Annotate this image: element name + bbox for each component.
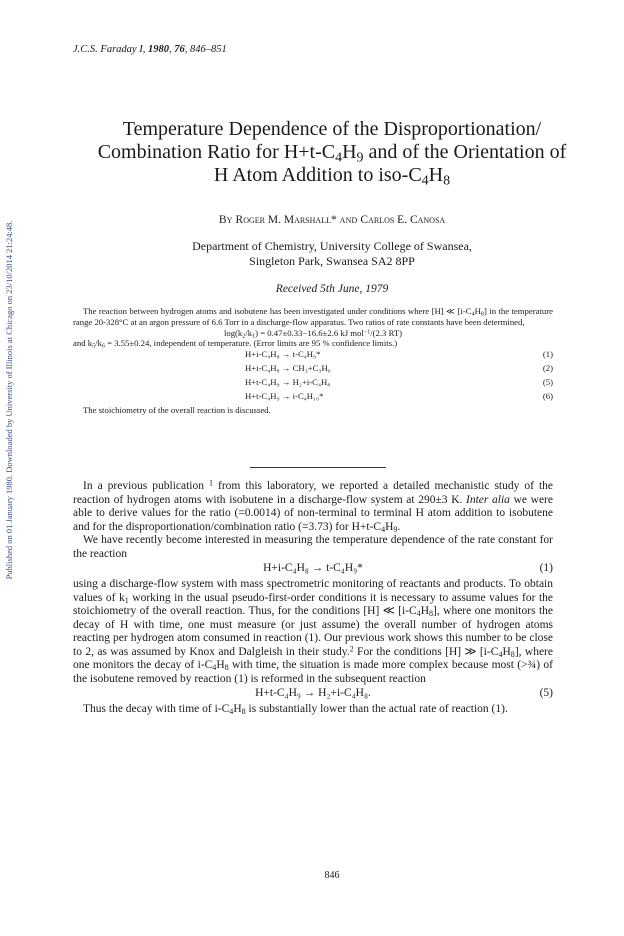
abstract-paragraph-1: The reaction between hydrogen atoms and isobutene has been investigated under conditions where [H] ≪ $[i-C_4H_8]$ in the temperature range 20-328°C at an argon pressure of 6.6 Torr in a discharge-flow apparatus. Two ratios of rate constants have been determined, [73,306,553,327]
body-equation-5: H+t-C₄H₉ → H₂+i-C₄H₈. (5) [255,687,553,699]
abstract-equation: $\log(k_2/k_1) = 0.47\pm 0.33-16.6\pm 2.6$ kJ mol$^{-1}$/(2.3 RT) [223,327,403,340]
body-equation-1: H+i-C₄H₈ → t-C₄H₉* (1) [263,562,553,574]
author-line: By Roger M. Marshall* and Carlos E. Canosa [218,214,446,226]
title-line-1: Temperature Dependence of the Disproportionation/ [122,118,542,140]
body-paragraph-4: Thus the decay with time of $i-C_4H_8$ is substantially lower than the actual rate of reaction (1). [83,703,508,716]
body-paragraph-2: We have recently become interested in measuring the temperature dependence of the rate constant for the reaction [73,534,553,560]
reaction-1: H+i-C₄H₈ → t-C₄H₉* (1) [245,349,553,360]
title-line-3: H Atom Addition to iso-$C_4H_8$ [213,164,451,189]
sidebar-text: Published on 01 January 1980. Downloaded by University of Illinois at Chicago on 23/10/2014 21:24:48. [4,220,14,580]
abstract-closing: The stoichiometry of the overall reaction is discussed. [83,405,271,416]
reaction-2: H+i-C₄H₈ → CH₃+C₃H₆ (2) [245,363,553,374]
title-line-2: Combination Ratio for $H+t-C_4H_9$ and of the Orientation of [97,141,567,166]
journal-reference: J.C.S. Faraday I, 1980, 76, 846–851 [73,44,227,55]
section-divider [250,467,386,468]
reaction-5: H+t-C₄H₉ → H₂+i-C₄H₈ (5) [245,377,553,388]
page-number: 846 [324,870,340,881]
body-paragraph-1: In a previous publication $^1$ from this laboratory, we reported a detailed mechanistic study of the reaction of hydrogen atoms with isobutene in a discharge-flow system at 290±3 K. Inter alia we were able to derive values for the ratio (=0.0014) of non-terminal to terminal H atom addition to isobutene and for the disproportionation/combination ratio (=3.73) for $H+t-C_4H_9$. [73,478,553,534]
affiliation: Department of Chemistry, University College of Swansea, Singleton Park, Swansea SA2 8PP [192,239,472,268]
abstract [73,306,553,416]
publication-sidebar [2,140,16,660]
body-text [73,480,553,717]
body-paragraph-3: using a discharge-flow system with mass spectrometric monitoring of reactants and products. To obtain values of $k_1$ working in the usual pseudo-first-order conditions it is necessary to assume values for the stoichiometry of the overall reaction. Thus, for the conditions [H] ≪ $[i-C_4H_8]$, where one monitors the decay of H with time, one must measure (or just assume) the overall number of hydrogen atoms reacting per hydrogen atom consumed in reaction (1). Our previous work shows this number to be close to 2, as was assumed by Knox and Dalgleish in their study.$^2$ For the conditions [H] ≫ $[i-C_4H_8]$, where one monitors the decay of $i-C_4H_8$ with time, the situation is made more complex because most (>¾) of the isobutene removed by reaction (1) is reformed in the subsequent reaction [73,578,553,685]
author-1: Roger M. Marshall [235,214,331,226]
reaction-6: H+t-C₄H₉ → i-C₄H₁₀* (6) [245,391,553,402]
received-date: Received 5th June, 1979 [275,283,389,295]
article-title [60,118,604,187]
author-2: Carlos E. Canosa [360,214,446,226]
abstract-paragraph-2: and $k_5/k_6 = 3.55\pm 0.24$, independent of temperature. (Error limits are 95 % confidence limits.) [73,338,398,350]
